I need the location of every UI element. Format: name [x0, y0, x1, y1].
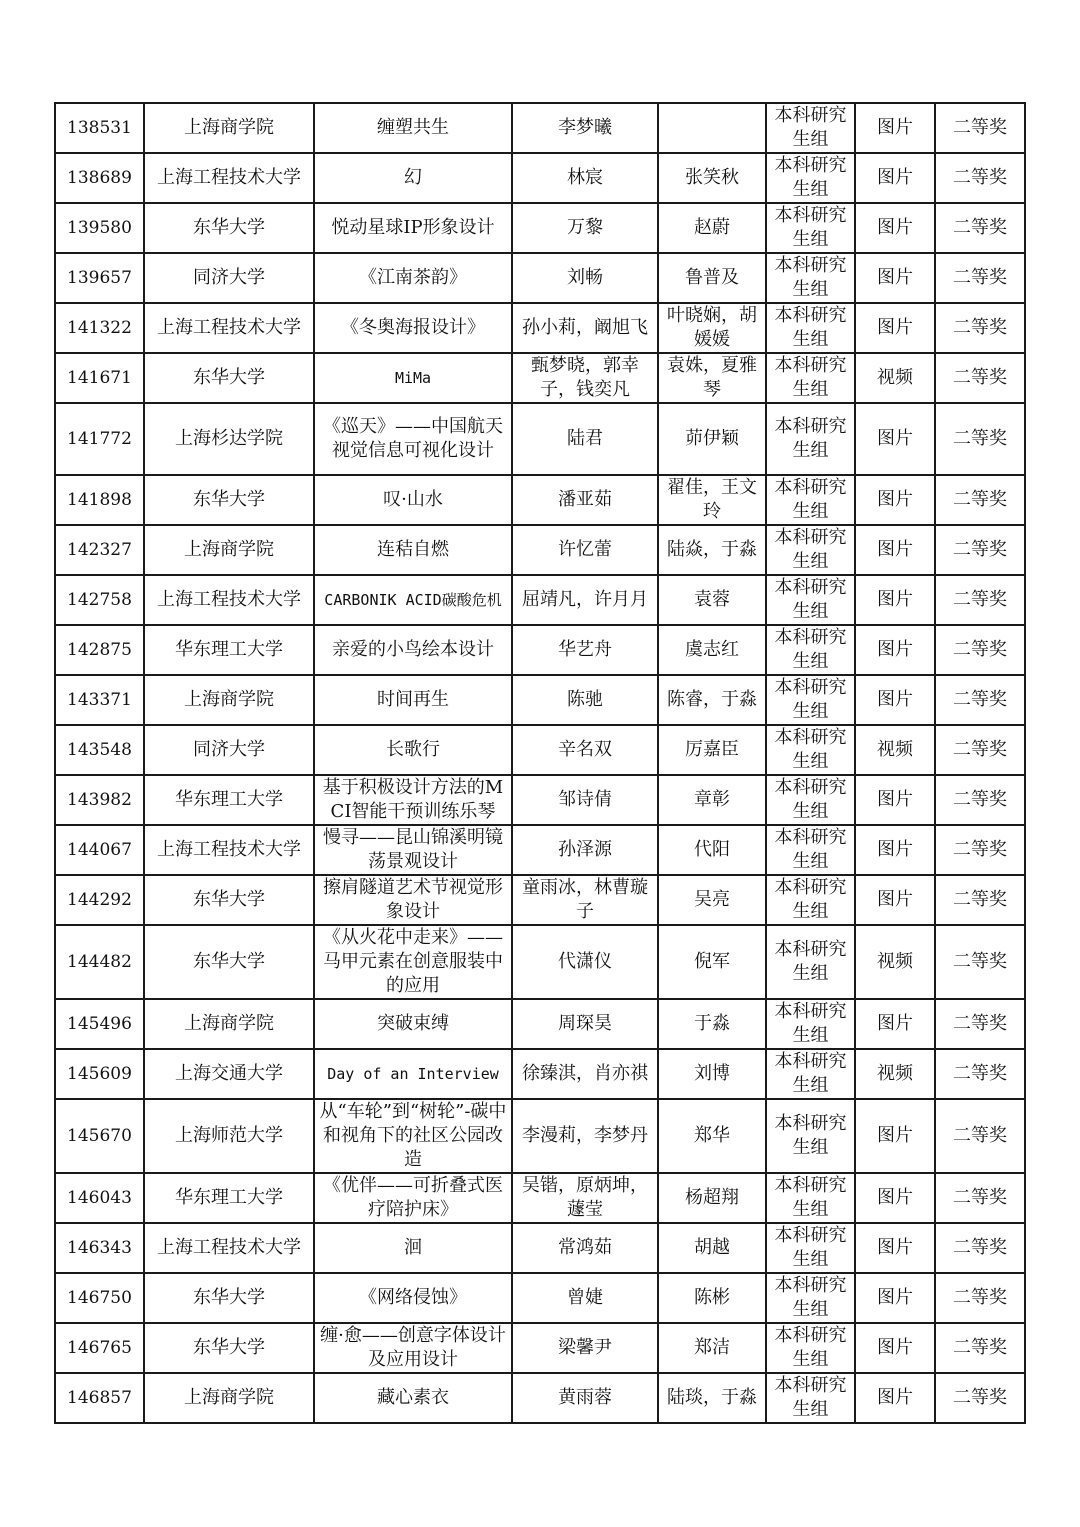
- table-row: [55, 725, 1025, 775]
- school-cell: 上海商学院: [144, 675, 314, 725]
- table-row: [55, 1273, 1025, 1323]
- school-cell: 上海交通大学: [144, 1049, 314, 1099]
- authors-cell: 徐臻淇，肖亦祺: [512, 1049, 658, 1099]
- school-cell: 上海杉达学院: [144, 403, 314, 475]
- award-cell: 二等奖: [935, 1049, 1025, 1099]
- award-cell: 二等奖: [935, 999, 1025, 1049]
- id-cell: 138689: [55, 153, 144, 203]
- group-cell: 本科研究生组: [766, 303, 855, 353]
- award-cell: 二等奖: [935, 203, 1025, 253]
- table-row: [55, 1373, 1025, 1423]
- id-cell: 146750: [55, 1273, 144, 1323]
- authors-cell: 林宸: [512, 153, 658, 203]
- id-cell: 142875: [55, 625, 144, 675]
- authors-cell: 李梦曦: [512, 103, 658, 153]
- table-row: [55, 303, 1025, 353]
- award-cell: 二等奖: [935, 103, 1025, 153]
- advisor-cell: 茆伊颖: [658, 403, 766, 475]
- id-cell: 146857: [55, 1373, 144, 1423]
- title-cell: 《冬奥海报设计》: [314, 303, 512, 353]
- title-cell: 《从火花中走来》——马甲元素在创意服装中的应用: [314, 925, 512, 999]
- type-cell: 图片: [855, 1373, 935, 1423]
- award-cell: 二等奖: [935, 775, 1025, 825]
- id-cell: 141898: [55, 475, 144, 525]
- authors-cell: 常鸿茹: [512, 1223, 658, 1273]
- title-cell: 洄: [314, 1223, 512, 1273]
- table-row: [55, 103, 1025, 153]
- id-cell: 142327: [55, 525, 144, 575]
- authors-cell: 梁馨尹: [512, 1323, 658, 1373]
- title-cell: 时间再生: [314, 675, 512, 725]
- group-cell: 本科研究生组: [766, 153, 855, 203]
- authors-cell: 陆君: [512, 403, 658, 475]
- type-cell: 图片: [855, 675, 935, 725]
- group-cell: 本科研究生组: [766, 675, 855, 725]
- authors-cell: 陈驰: [512, 675, 658, 725]
- title-cell: CARBONIK ACID碳酸危机: [314, 575, 512, 625]
- authors-cell: 辛名双: [512, 725, 658, 775]
- id-cell: 146343: [55, 1223, 144, 1273]
- award-cell: 二等奖: [935, 303, 1025, 353]
- authors-cell: 孙泽源: [512, 825, 658, 875]
- title-cell: 突破束缚: [314, 999, 512, 1049]
- table-row: [55, 625, 1025, 675]
- award-cell: 二等奖: [935, 575, 1025, 625]
- title-cell: 缠塑共生: [314, 103, 512, 153]
- title-cell: 长歌行: [314, 725, 512, 775]
- school-cell: 同济大学: [144, 253, 314, 303]
- table-row: [55, 1323, 1025, 1373]
- award-cell: 二等奖: [935, 1323, 1025, 1373]
- school-cell: 东华大学: [144, 203, 314, 253]
- id-cell: 144292: [55, 875, 144, 925]
- group-cell: 本科研究生组: [766, 1373, 855, 1423]
- school-cell: 上海商学院: [144, 999, 314, 1049]
- award-cell: 二等奖: [935, 825, 1025, 875]
- authors-cell: 吴锴，原炳坤，蘧莹: [512, 1173, 658, 1223]
- group-cell: 本科研究生组: [766, 403, 855, 475]
- authors-cell: 周琛昊: [512, 999, 658, 1049]
- type-cell: 图片: [855, 303, 935, 353]
- title-cell: 擦肩隧道艺术节视觉形象设计: [314, 875, 512, 925]
- id-cell: 145609: [55, 1049, 144, 1099]
- school-cell: 上海工程技术大学: [144, 825, 314, 875]
- type-cell: 图片: [855, 1273, 935, 1323]
- title-cell: 缠·愈——创意字体设计及应用设计: [314, 1323, 512, 1373]
- type-cell: 图片: [855, 625, 935, 675]
- school-cell: 东华大学: [144, 1273, 314, 1323]
- table-row: [55, 353, 1025, 403]
- title-cell: 《江南茶韵》: [314, 253, 512, 303]
- type-cell: 视频: [855, 925, 935, 999]
- school-cell: 上海工程技术大学: [144, 575, 314, 625]
- table-row: [55, 575, 1025, 625]
- type-cell: 图片: [855, 1173, 935, 1223]
- authors-cell: 黄雨蓉: [512, 1373, 658, 1423]
- group-cell: 本科研究生组: [766, 999, 855, 1049]
- award-cell: 二等奖: [935, 253, 1025, 303]
- award-cell: 二等奖: [935, 475, 1025, 525]
- title-cell: 基于积极设计方法的MCI智能干预训练乐琴: [314, 775, 512, 825]
- advisor-cell: 倪军: [658, 925, 766, 999]
- award-cell: 二等奖: [935, 525, 1025, 575]
- authors-cell: 代潇仪: [512, 925, 658, 999]
- title-cell: MiMa: [314, 353, 512, 403]
- authors-cell: 万黎: [512, 203, 658, 253]
- school-cell: 上海商学院: [144, 525, 314, 575]
- authors-cell: 甄梦晓，郭幸子，钱奕凡: [512, 353, 658, 403]
- title-cell: 藏心素衣: [314, 1373, 512, 1423]
- type-cell: 图片: [855, 1323, 935, 1373]
- type-cell: 图片: [855, 203, 935, 253]
- title-cell: 叹·山水: [314, 475, 512, 525]
- advisor-cell: 袁蓉: [658, 575, 766, 625]
- school-cell: 东华大学: [144, 1323, 314, 1373]
- type-cell: 图片: [855, 1223, 935, 1273]
- group-cell: 本科研究生组: [766, 875, 855, 925]
- table-row: [55, 999, 1025, 1049]
- group-cell: 本科研究生组: [766, 775, 855, 825]
- award-cell: 二等奖: [935, 1099, 1025, 1173]
- advisor-cell: 厉嘉臣: [658, 725, 766, 775]
- award-cell: 二等奖: [935, 353, 1025, 403]
- group-cell: 本科研究生组: [766, 1273, 855, 1323]
- type-cell: 图片: [855, 475, 935, 525]
- awards-table: [54, 102, 1026, 1424]
- id-cell: 141772: [55, 403, 144, 475]
- table-row: [55, 203, 1025, 253]
- award-cell: 二等奖: [935, 625, 1025, 675]
- id-cell: 144067: [55, 825, 144, 875]
- school-cell: 华东理工大学: [144, 625, 314, 675]
- advisor-cell: 郑华: [658, 1099, 766, 1173]
- authors-cell: 童雨冰，林曹璇子: [512, 875, 658, 925]
- authors-cell: 李漫莉，李梦丹: [512, 1099, 658, 1173]
- title-cell: 《网络侵蚀》: [314, 1273, 512, 1323]
- group-cell: 本科研究生组: [766, 1099, 855, 1173]
- authors-cell: 屈靖凡，许月月: [512, 575, 658, 625]
- type-cell: 图片: [855, 1099, 935, 1173]
- advisor-cell: 代阳: [658, 825, 766, 875]
- authors-cell: 潘亚茹: [512, 475, 658, 525]
- advisor-cell: 叶晓娴，胡媛媛: [658, 303, 766, 353]
- id-cell: 144482: [55, 925, 144, 999]
- id-cell: 138531: [55, 103, 144, 153]
- group-cell: 本科研究生组: [766, 1223, 855, 1273]
- school-cell: 同济大学: [144, 725, 314, 775]
- table-row: [55, 775, 1025, 825]
- award-cell: 二等奖: [935, 675, 1025, 725]
- title-cell: 亲爱的小鸟绘本设计: [314, 625, 512, 675]
- title-cell: Day of an Interview: [314, 1049, 512, 1099]
- type-cell: 图片: [855, 103, 935, 153]
- award-cell: 二等奖: [935, 403, 1025, 475]
- table-row: [55, 925, 1025, 999]
- school-cell: 上海师范大学: [144, 1099, 314, 1173]
- advisor-cell: 章彰: [658, 775, 766, 825]
- type-cell: 图片: [855, 403, 935, 475]
- id-cell: 141322: [55, 303, 144, 353]
- id-cell: 139580: [55, 203, 144, 253]
- table-row: [55, 153, 1025, 203]
- authors-cell: 孙小莉，阚旭飞: [512, 303, 658, 353]
- authors-cell: 邹诗倩: [512, 775, 658, 825]
- award-cell: 二等奖: [935, 1223, 1025, 1273]
- advisor-cell: [658, 103, 766, 153]
- table-row: [55, 475, 1025, 525]
- school-cell: 上海商学院: [144, 1373, 314, 1423]
- table-row: [55, 875, 1025, 925]
- table-row: [55, 525, 1025, 575]
- table-row: [55, 1223, 1025, 1273]
- advisor-cell: 赵蔚: [658, 203, 766, 253]
- group-cell: 本科研究生组: [766, 203, 855, 253]
- school-cell: 上海工程技术大学: [144, 303, 314, 353]
- advisor-cell: 陆琰，于淼: [658, 1373, 766, 1423]
- type-cell: 视频: [855, 1049, 935, 1099]
- advisor-cell: 虞志红: [658, 625, 766, 675]
- school-cell: 上海工程技术大学: [144, 153, 314, 203]
- type-cell: 图片: [855, 153, 935, 203]
- award-cell: 二等奖: [935, 153, 1025, 203]
- title-cell: 《优伴——可折叠式医疗陪护床》: [314, 1173, 512, 1223]
- award-cell: 二等奖: [935, 1173, 1025, 1223]
- award-cell: 二等奖: [935, 1273, 1025, 1323]
- group-cell: 本科研究生组: [766, 575, 855, 625]
- id-cell: 146043: [55, 1173, 144, 1223]
- advisor-cell: 杨超翔: [658, 1173, 766, 1223]
- advisor-cell: 胡越: [658, 1223, 766, 1273]
- group-cell: 本科研究生组: [766, 1049, 855, 1099]
- table-row: [55, 825, 1025, 875]
- id-cell: 143548: [55, 725, 144, 775]
- advisor-cell: 翟佳，王文玲: [658, 475, 766, 525]
- school-cell: 华东理工大学: [144, 775, 314, 825]
- advisor-cell: 陆焱，于淼: [658, 525, 766, 575]
- group-cell: 本科研究生组: [766, 825, 855, 875]
- type-cell: 视频: [855, 353, 935, 403]
- group-cell: 本科研究生组: [766, 725, 855, 775]
- title-cell: 幻: [314, 153, 512, 203]
- type-cell: 图片: [855, 825, 935, 875]
- authors-cell: 刘畅: [512, 253, 658, 303]
- advisor-cell: 刘博: [658, 1049, 766, 1099]
- type-cell: 视频: [855, 725, 935, 775]
- school-cell: 华东理工大学: [144, 1173, 314, 1223]
- table-row: [55, 403, 1025, 475]
- group-cell: 本科研究生组: [766, 253, 855, 303]
- advisor-cell: 郑洁: [658, 1323, 766, 1373]
- school-cell: 上海工程技术大学: [144, 1223, 314, 1273]
- table-row: [55, 1099, 1025, 1173]
- group-cell: 本科研究生组: [766, 353, 855, 403]
- authors-cell: 曾婕: [512, 1273, 658, 1323]
- advisor-cell: 鲁普及: [658, 253, 766, 303]
- id-cell: 145670: [55, 1099, 144, 1173]
- group-cell: 本科研究生组: [766, 475, 855, 525]
- id-cell: 142758: [55, 575, 144, 625]
- group-cell: 本科研究生组: [766, 103, 855, 153]
- id-cell: 143982: [55, 775, 144, 825]
- group-cell: 本科研究生组: [766, 1173, 855, 1223]
- type-cell: 图片: [855, 775, 935, 825]
- id-cell: 146765: [55, 1323, 144, 1373]
- award-cell: 二等奖: [935, 725, 1025, 775]
- school-cell: 上海商学院: [144, 103, 314, 153]
- authors-cell: 华艺舟: [512, 625, 658, 675]
- title-cell: 连秸自燃: [314, 525, 512, 575]
- id-cell: 143371: [55, 675, 144, 725]
- advisor-cell: 于淼: [658, 999, 766, 1049]
- school-cell: 东华大学: [144, 475, 314, 525]
- group-cell: 本科研究生组: [766, 1323, 855, 1373]
- award-cell: 二等奖: [935, 925, 1025, 999]
- table-row: [55, 675, 1025, 725]
- type-cell: 图片: [855, 253, 935, 303]
- school-cell: 东华大学: [144, 353, 314, 403]
- type-cell: 图片: [855, 525, 935, 575]
- advisor-cell: 陈彬: [658, 1273, 766, 1323]
- table-row: [55, 253, 1025, 303]
- title-cell: 《巡天》——中国航天视觉信息可视化设计: [314, 403, 512, 475]
- group-cell: 本科研究生组: [766, 625, 855, 675]
- group-cell: 本科研究生组: [766, 925, 855, 999]
- advisor-cell: 张笑秋: [658, 153, 766, 203]
- table-body: [55, 103, 1025, 1423]
- advisor-cell: 陈睿，于淼: [658, 675, 766, 725]
- table-row: [55, 1173, 1025, 1223]
- group-cell: 本科研究生组: [766, 525, 855, 575]
- id-cell: 141671: [55, 353, 144, 403]
- authors-cell: 许忆蕾: [512, 525, 658, 575]
- award-cell: 二等奖: [935, 875, 1025, 925]
- advisor-cell: 袁姝，夏雅琴: [658, 353, 766, 403]
- school-cell: 东华大学: [144, 925, 314, 999]
- id-cell: 139657: [55, 253, 144, 303]
- title-cell: 慢寻——昆山锦溪明镜荡景观设计: [314, 825, 512, 875]
- title-cell: 从“车轮”到“树轮”-碳中和视角下的社区公园改造: [314, 1099, 512, 1173]
- advisor-cell: 吴亮: [658, 875, 766, 925]
- type-cell: 图片: [855, 575, 935, 625]
- id-cell: 145496: [55, 999, 144, 1049]
- title-cell: 悦动星球IP形象设计: [314, 203, 512, 253]
- award-cell: 二等奖: [935, 1373, 1025, 1423]
- school-cell: 东华大学: [144, 875, 314, 925]
- type-cell: 图片: [855, 875, 935, 925]
- table-row: [55, 1049, 1025, 1099]
- type-cell: 图片: [855, 999, 935, 1049]
